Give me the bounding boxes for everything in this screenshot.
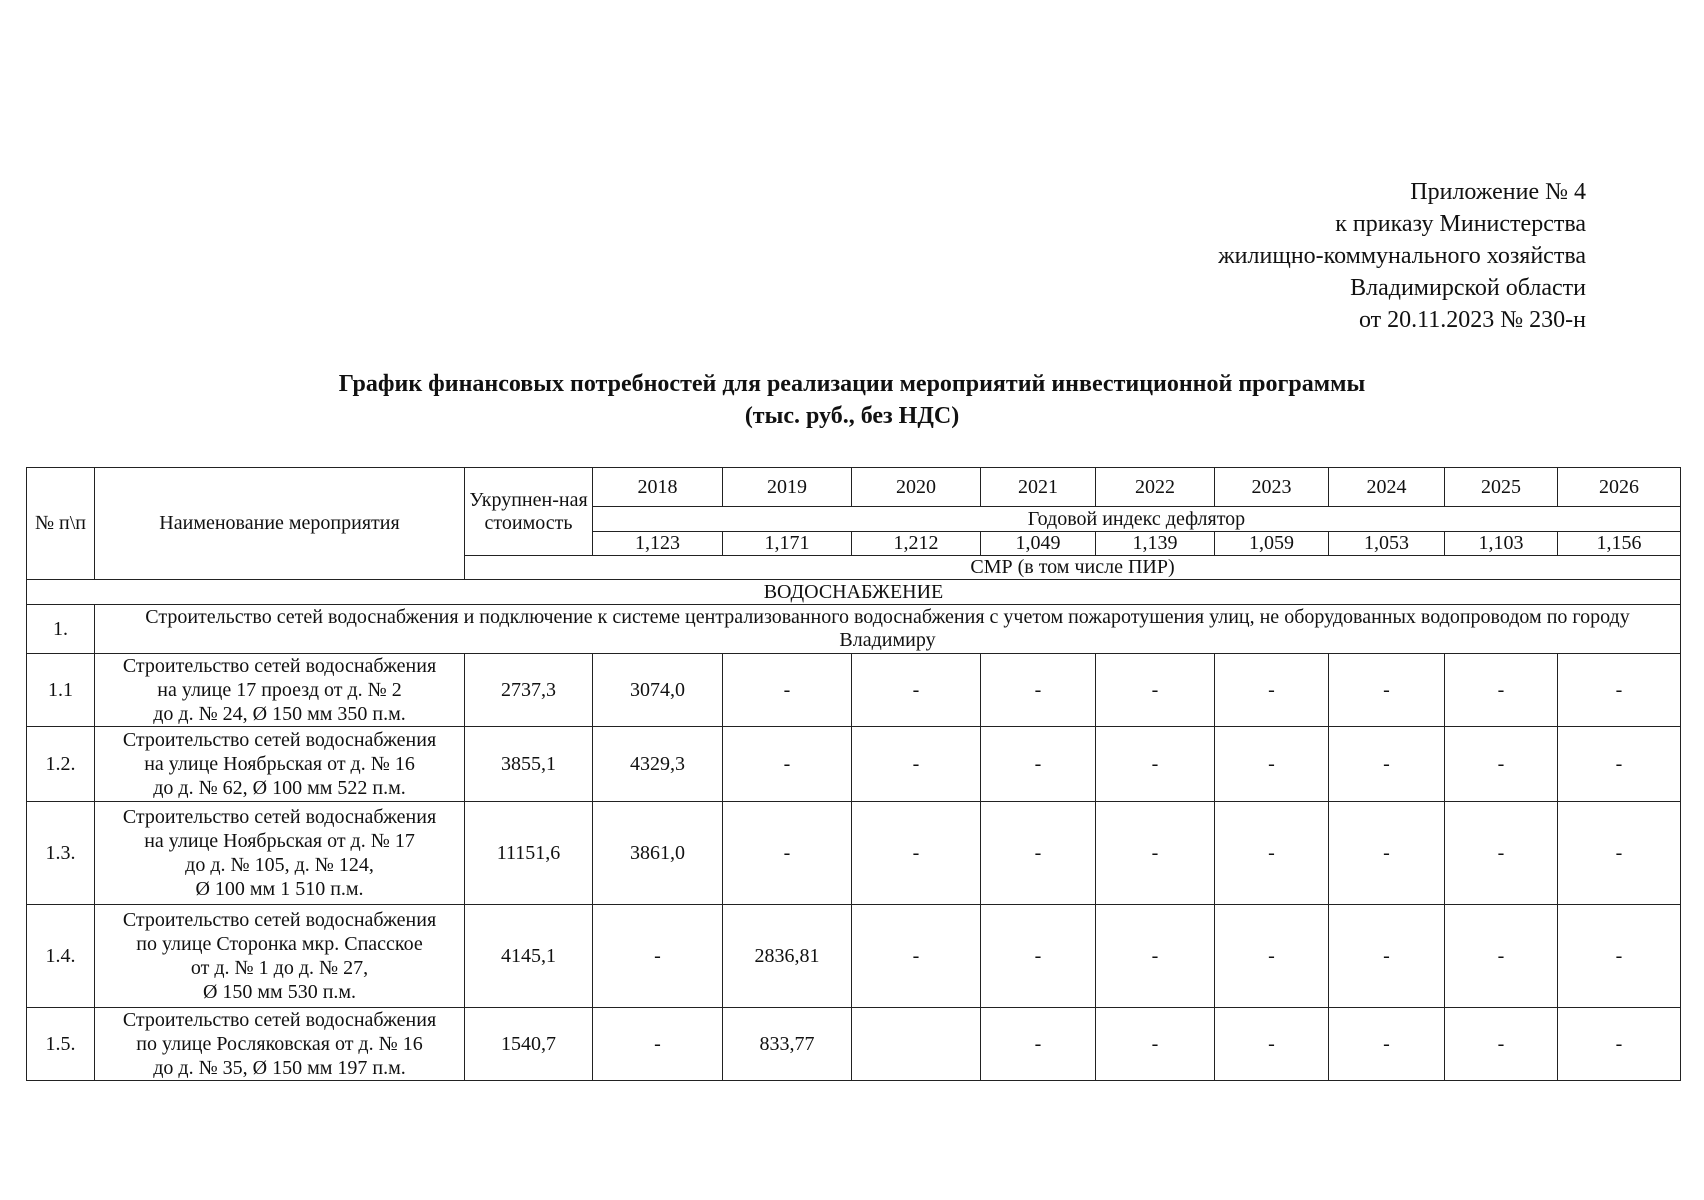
- header-year: 2019: [723, 468, 852, 507]
- header-name: Наименование мероприятия: [95, 468, 465, 580]
- table-row: [27, 727, 1681, 802]
- table-row: [27, 802, 1681, 905]
- row-cost: 4145,1: [465, 905, 593, 1008]
- row-num: 1.3.: [27, 802, 95, 905]
- row-year-value: -: [981, 727, 1096, 802]
- deflator-value: 1,103: [1445, 532, 1558, 556]
- row-year-value: -: [1445, 1008, 1558, 1081]
- row-year-value: -: [593, 905, 723, 1008]
- row-year-value: 833,77: [723, 1008, 852, 1081]
- row-name-line: Строительство сетей водоснабжения: [122, 655, 437, 677]
- row-name-line: Строительство сетей водоснабжения: [122, 729, 437, 751]
- row-year-value: 2836,81: [723, 905, 852, 1008]
- header-year: 2024: [1329, 468, 1445, 507]
- row-name-line: Ø 150 мм 530 п.м.: [202, 981, 357, 1003]
- row-year-value: -: [723, 727, 852, 802]
- row-year-value: -: [1558, 905, 1681, 1008]
- row-name-line: Строительство сетей водоснабжения: [122, 909, 437, 931]
- deflator-value: 1,059: [1215, 532, 1329, 556]
- row-num: 1.4.: [27, 905, 95, 1008]
- row-year-value: -: [981, 802, 1096, 905]
- row-year-value: -: [1096, 654, 1215, 727]
- row-year-value: -: [593, 1008, 723, 1081]
- deflator-value: 1,053: [1329, 532, 1445, 556]
- row-name-line: Ø 100 мм 1 510 п.м.: [195, 878, 364, 900]
- row-name-line: на улице Ноябрьская от д. № 16: [144, 753, 415, 775]
- title-line-1: График финансовых потребностей для реализации мероприятий инвестиционной программы: [338, 371, 1366, 397]
- header-smr-label: СМР (в том числе ПИР): [465, 556, 1681, 580]
- header-cost: Укрупнен-ная стоимость: [465, 468, 593, 556]
- row-name-line: на улице Ноябрьская от д. № 17: [144, 830, 415, 852]
- row-name: [95, 802, 465, 905]
- row-year-value: -: [1215, 905, 1329, 1008]
- row-cost: 11151,6: [465, 802, 593, 905]
- row-year-value: -: [1329, 1008, 1445, 1081]
- section-row: [27, 580, 1681, 605]
- row-year-value: -: [852, 654, 981, 727]
- appendix-block: [1218, 176, 1586, 336]
- deflator-value: 1,049: [981, 532, 1096, 556]
- row-year-value: -: [723, 654, 852, 727]
- row-year-value: -: [852, 727, 981, 802]
- row-name-line: Строительство сетей водоснабжения: [122, 1009, 437, 1031]
- row-year-value: -: [852, 905, 981, 1008]
- header-year: 2025: [1445, 468, 1558, 507]
- row-year-value: -: [1445, 727, 1558, 802]
- appendix-line: жилищно-коммунального хозяйства: [1218, 243, 1586, 269]
- row-num: 1.5.: [27, 1008, 95, 1081]
- row-year-value: -: [1096, 1008, 1215, 1081]
- row-year-value: -: [981, 1008, 1096, 1081]
- row-year-value: -: [1215, 802, 1329, 905]
- row-name: [95, 654, 465, 727]
- row-name-line: до д. № 62, Ø 100 мм 522 п.м.: [153, 777, 406, 799]
- row-year-value: -: [981, 905, 1096, 1008]
- row-year-value: -: [1329, 727, 1445, 802]
- header-year: 2023: [1215, 468, 1329, 507]
- row-name-line: до д. № 105, д. № 124,: [185, 854, 374, 876]
- deflator-value: 1,171: [723, 532, 852, 556]
- document-title: [0, 368, 1704, 432]
- row-year-value: -: [1558, 802, 1681, 905]
- header-year: 2018: [593, 468, 723, 507]
- row-name-line: Строительство сетей водоснабжения: [122, 806, 437, 828]
- row-year-value: 3074,0: [593, 654, 723, 727]
- row-year-value: -: [1445, 905, 1558, 1008]
- row-name-line: до д. № 24, Ø 150 мм 350 п.м.: [153, 703, 406, 725]
- row-year-value: -: [1445, 802, 1558, 905]
- row-name-line: по улице Сторонка мкр. Спасское: [136, 933, 423, 955]
- row-year-value: -: [981, 654, 1096, 727]
- appendix-line: Приложение № 4: [1410, 179, 1586, 205]
- row-year-value: -: [723, 802, 852, 905]
- row-name: [95, 1008, 465, 1081]
- row-name: [95, 905, 465, 1008]
- table-row: [27, 1008, 1681, 1081]
- deflator-value: 1,156: [1558, 532, 1681, 556]
- row-num: 1.2.: [27, 727, 95, 802]
- row-year-value: -: [1329, 802, 1445, 905]
- header-years-row: [27, 468, 1681, 507]
- row-year-value: -: [1329, 905, 1445, 1008]
- row-name-line: на улице 17 проезд от д. № 2: [157, 679, 402, 701]
- row-year-value: -: [1215, 1008, 1329, 1081]
- row-year-value: -: [1215, 654, 1329, 727]
- row-year-value: -: [1558, 727, 1681, 802]
- row-year-value: -: [1445, 654, 1558, 727]
- row-year-value: -: [1215, 727, 1329, 802]
- group-row: [27, 605, 1681, 654]
- table-row: [27, 905, 1681, 1008]
- row-year-value: -: [852, 802, 981, 905]
- row-year-value: -: [1096, 802, 1215, 905]
- row-year-value: -: [1329, 654, 1445, 727]
- appendix-line: от 20.11.2023 № 230-н: [1358, 307, 1586, 333]
- row-name-line: от д. № 1 до д. № 27,: [190, 957, 369, 979]
- table-row: [27, 654, 1681, 727]
- row-year-value: -: [1558, 654, 1681, 727]
- appendix-line: к приказу Министерства: [1335, 211, 1586, 237]
- row-year-value: [852, 1008, 981, 1081]
- row-name-line: до д. № 35, Ø 150 мм 197 п.м.: [153, 1057, 406, 1079]
- financial-schedule-table: [26, 467, 1681, 1081]
- appendix-line: Владимирской области: [1350, 275, 1586, 301]
- row-name: [95, 727, 465, 802]
- section-title: ВОДОСНАБЖЕНИЕ: [27, 580, 1681, 605]
- row-year-value: -: [1096, 727, 1215, 802]
- row-cost: 3855,1: [465, 727, 593, 802]
- row-year-value: -: [1558, 1008, 1681, 1081]
- row-num: 1.1: [27, 654, 95, 727]
- title-line-2: (тыс. руб., без НДС): [744, 403, 960, 429]
- deflator-value: 1,123: [593, 532, 723, 556]
- row-year-value: -: [1096, 905, 1215, 1008]
- group-text: Строительство сетей водоснабжения и подключение к системе централизованного водоснабжения с учетом пожаротушения улиц, не оборудованных водопроводом по городу Владимиру: [95, 605, 1681, 654]
- deflator-value: 1,212: [852, 532, 981, 556]
- row-name-line: по улице Росляковская от д. № 16: [136, 1033, 423, 1055]
- header-year: 2021: [981, 468, 1096, 507]
- header-num: № п\п: [27, 468, 95, 580]
- header-year: 2022: [1096, 468, 1215, 507]
- deflator-value: 1,139: [1096, 532, 1215, 556]
- row-year-value: 4329,3: [593, 727, 723, 802]
- header-year: 2020: [852, 468, 981, 507]
- group-num: 1.: [27, 605, 95, 654]
- header-deflator-label: Годовой индекс дефлятор: [593, 507, 1681, 532]
- row-cost: 1540,7: [465, 1008, 593, 1081]
- header-year: 2026: [1558, 468, 1681, 507]
- row-cost: 2737,3: [465, 654, 593, 727]
- row-year-value: 3861,0: [593, 802, 723, 905]
